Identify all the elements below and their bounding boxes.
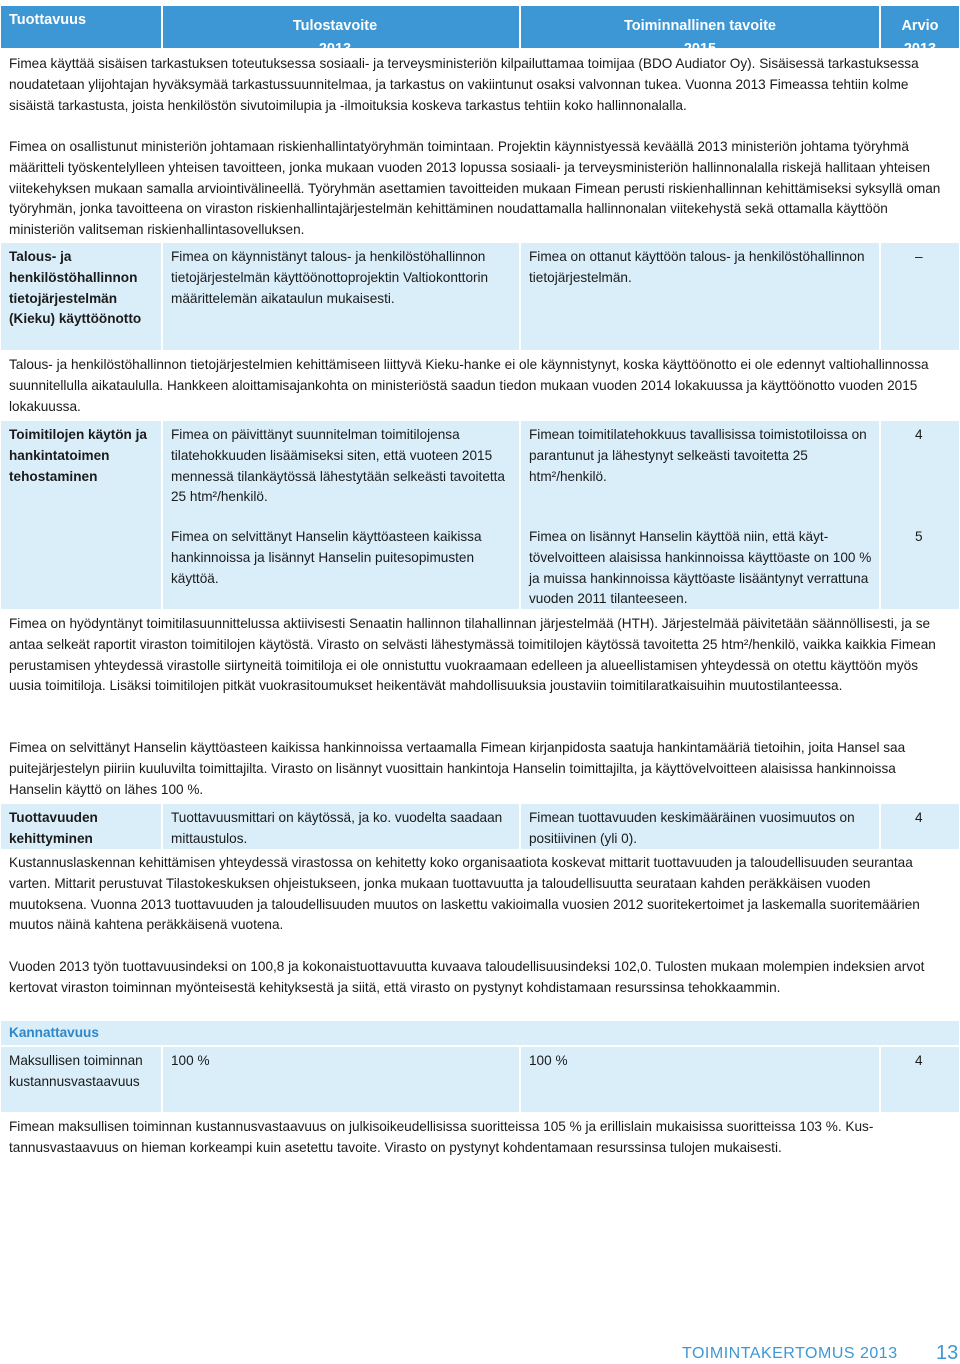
intro-paragraph-audit: Fimea käyttää sisäisen tarkastuksen toteutuksessa sosiaali- ja terveysministeriön kilpailuttamaa toimijaa (BDO Audiator Oy). Sisäisessä tarkastuksessa noudatetaan ylijohtajan hyväksymää tarkastussuunnitelmaa, ja tarkastus on vakiintunut osaksi valvonnan tukea. Vuonna 2013 Fimeassa tehtiin kolme sisäistä tarkastusta, joista henkilöstön sivutoimilupia ja -ilmoituksia koskeva tarkastus tehtiin koko hallinnonalalla. [9,56,919,113]
row-kieku-goal-cell [163,243,519,350]
row-kieku-note: Talous- ja henkilöstöhallinnon tietojärjestelmien kehittämiseen liittyvä Kieku-hanke ei ole käynnistynyt, koska käyttöönotto ei ole edennyt valtiohallinnossa suunnitellulla aikataululla. Hankkeen aloittamisajankohta on ministeriöstä saadun tiedon mukaan vuoden 2014 lokakuussa ja käyttöönotto vuoden 2015 lokakuussa. [9,357,929,414]
row-kieku-score-cell [881,243,959,350]
row-profitability-score: 4 [915,1053,923,1068]
row-profitability-title: Maksullisen toiminnan kustannusvastaavuus [9,1053,143,1089]
row-productivity-goal-cell [163,804,519,849]
row-productivity-title-cell [1,804,161,849]
header-col2-line1: Tulostavoite [292,18,378,34]
row-facilities-title-cell [1,421,161,609]
header-col1-label: Tuottavuus [9,12,87,28]
row-productivity-score: 4 [915,810,923,825]
header-col3-line2: 2015 [683,41,717,57]
row-facilities-target-cell [521,421,879,609]
row-productivity-target: Fimean tuottavuuden keskimääräinen vuosimuutos on positiivinen (yli 0). [529,810,855,846]
row-profitability-goal: 100 % [171,1053,210,1068]
row-productivity-score-cell [881,804,959,849]
header-col2-line2: 2013 [318,41,352,57]
row-facilities-target-1: Fimean toimitilatehokkuus tavallisissa toimistotiloissa on parantunut ja lähestynyt selkeästi tavoitetta 25 htm²/henkilö. [529,427,867,484]
header-col-productivity [1,6,161,48]
header-col-functional-target [521,6,879,57]
row-facilities-note-2: Fimea on selvittänyt Hanselin käyttöasteen kaikissa hankinnoissa vertaamalla Fimean kirjanpidosta saatuja hankintamääriä tietoihin, joita Hansel saa puitejärjestelyn piiriin kuuluvilta toimittajilta. Virasto on lisännyt vuosittain hankintoja Hanselin toimittajilta, ja käyttövelvoitteen alaisissa hankinnoissa Hanselin käyttö on lähes 100 %. [9,740,906,797]
row-facilities-score-1: 4 [915,427,923,442]
intro-paragraph-risk: Fimea on osallistunut ministeriön johtamaan riskienhallintatyöryhmän toimintaan. Projektin käynnistyessä keväällä 2013 ministeriön johtama työryhmä määritteli työskentelylleen yhteisen tavoitteen, jonka mukaan vuoden 2013 lopussa sosiaali- ja terveysministeriön hallinnonalalla riskejä hallitaan yhteisen viitekehyksen mukaan samalla arviointivälineellä. Työryhmän asettamien tavoitteiden mukaan Fimean perusti riskienhallinnan kehittämiseksi syksyllä oman työryhmän, jonka tavoitteena on viraston riskienhallintajärjestelmän kehittäminen noudattamalla hallinnonalan viitekehystä sekä ottamalla käyttöön ministeriön valitseman riskienhallintasovelluksen. [9,139,941,238]
header-col4-line2: 2013 [903,41,937,57]
row-profitability-score-cell [881,1047,959,1112]
row-facilities-score-cell [881,421,959,609]
row-facilities-score-2: 5 [915,529,923,544]
footer-page-number: 13 [936,1342,959,1364]
header-col2-label [163,6,519,58]
header-col3-line1: Toiminnallinen tavoite [624,18,776,34]
row-kieku-goal: Fimea on käynnistänyt talous- ja henkilöstöhallinnon tietojärjestelmän käyttöönottoprojektin Valtiokonttorin määrittelemän aikataulun mukaisesti. [171,249,489,306]
row-kieku-title: Talous- ja henkilöstöhallinnon tietojärjestelmän (Kieku) käyttöönotto [9,249,142,327]
row-profitability-title-cell [1,1047,161,1112]
row-profitability-note: Fimean maksullisen toiminnan kustannusvastaavuus on julkisoikeudellisissa suoritteissa 105 % ja erillislain mukaisissa suoritteissa 103 %. Kustannusvastaavuus on hieman korkeampi kuin asetettu tavoite. Virasto on pystynyt kohdentamaan resurssinsa tulojen mukaisesti. [9,1119,874,1155]
section-profitability-header [1,1021,959,1045]
row-profitability-target: 100 % [529,1053,568,1068]
row-facilities-goal-cell [163,421,519,609]
row-productivity-title: Tuottavuuden kehittyminen [9,810,98,846]
header-col4-label [881,6,959,58]
header-col-assessment [881,6,959,57]
row-facilities-title: Toimitilojen käytön ja hankintatoimen tehostaminen [9,427,147,484]
row-productivity-target-cell [521,804,879,849]
row-kieku-score: – [915,249,923,264]
footer-report-title: TOIMINTAKERTOMUS 2013 [682,1345,898,1362]
section-profitability-heading: Kannattavuus [9,1025,99,1040]
row-facilities-note-1: Fimea on hyödyntänyt toimitilasuunnittelussa aktiivisesti Senaatin hallinnon tilahallinnan järjestelmää (HTH). Järjestelmää päivitetään säännöllisesti, ja se antaa selkeät raportit viraston toimitilojen käytöstä. Virasto on selvästi lähestymässä toimitilojen käytössä tavoitetta 25 htm²/henkilö, vaikka kaikkia Fimean perustamisen yhteydessä virastolle siirtyneitä toimitiloja ei ole onnistuttu vuokraamaan edelleen ja alueellistamisen yhteydessä on otettu käyttöön myös uusia toimitiloja. Lisäksi toimitilojen pitkät vuokrasitoumukset heikentävät mahdollisuuksia joustaviin toimitilaratkaisuihin muutostilanteessa. [9,616,936,694]
row-facilities-goal-2: Fimea on selvittänyt Hanselin käyttöasteen kaikissa hankinnoissa ja lisännyt Hanselin puitesopimusten käyttöä. [171,529,482,586]
row-productivity-goal: Tuottavuusmittari on käytössä, ja ko. vuodelta saadaan mittaustulos. [171,810,503,846]
row-facilities-target-2: Fimea on lisännyt Hanselin käyttöä niin, että käyttövelvoitteen alaisissa hankinnoissa käyttöaste on 100 % ja muissa hankinnoissa käyttöaste lisääntynyt verrattuna vuoden 2011 tilanteeseen. [529,529,872,607]
row-kieku-target: Fimea on ottanut käyttöön talous- ja henkilöstöhallinnon tietojärjestelmän. [529,249,865,285]
row-kieku-target-cell [521,243,879,350]
header-col4-line1: Arvio [901,18,939,34]
header-col3-label [521,6,879,58]
row-kieku-title-cell [1,243,161,350]
header-col-result-target [163,6,519,57]
row-productivity-note-2: Vuoden 2013 työn tuottavuusindeksi on 100,8 ja kokonaistuottavuutta kuvaava taloudellisuusindeksi 102,0. Tulosten mukaan molempien indeksien arvot kertovat viraston toiminnan myönteisestä kehityksestä ja siitä, että virasto on pystynyt kohdistamaan resurssinsa tehokkaammin. [9,959,925,995]
row-facilities-goal-1: Fimea on päivittänyt suunnitelman toimitilojensa tilatehokkuuden lisäämiseksi siten, että vuoteen 2015 mennessä tilankäytössä lähestytään selkeästi tavoitetta 25 htm²/henkilö. [171,427,505,505]
row-profitability-goal-cell [163,1047,519,1112]
row-productivity-note-1: Kustannuslaskennan kehittämisen yhteydessä virastossa on kehitetty koko organisaatiota koskevat mittarit tuottavuuden ja taloudellisuuden seurantaa varten. Mittarit perustuvat Tilastokeskuksen ohjeistukseen, jonka mukaan tuottavuutta ja taloudellisuutta seurataan kahden peräkkäisen vuoden muutoksena. Vuonna 2013 tuottavuuden ja taloudellisuuden muutos on laskettu vakioimalla vuosien 2012 suoritekertoimet ja laskemalla suoritemäärien muutos näinä kahtena peräkkäisenä vuotena. [9,855,920,933]
row-profitability-target-cell [521,1047,879,1112]
